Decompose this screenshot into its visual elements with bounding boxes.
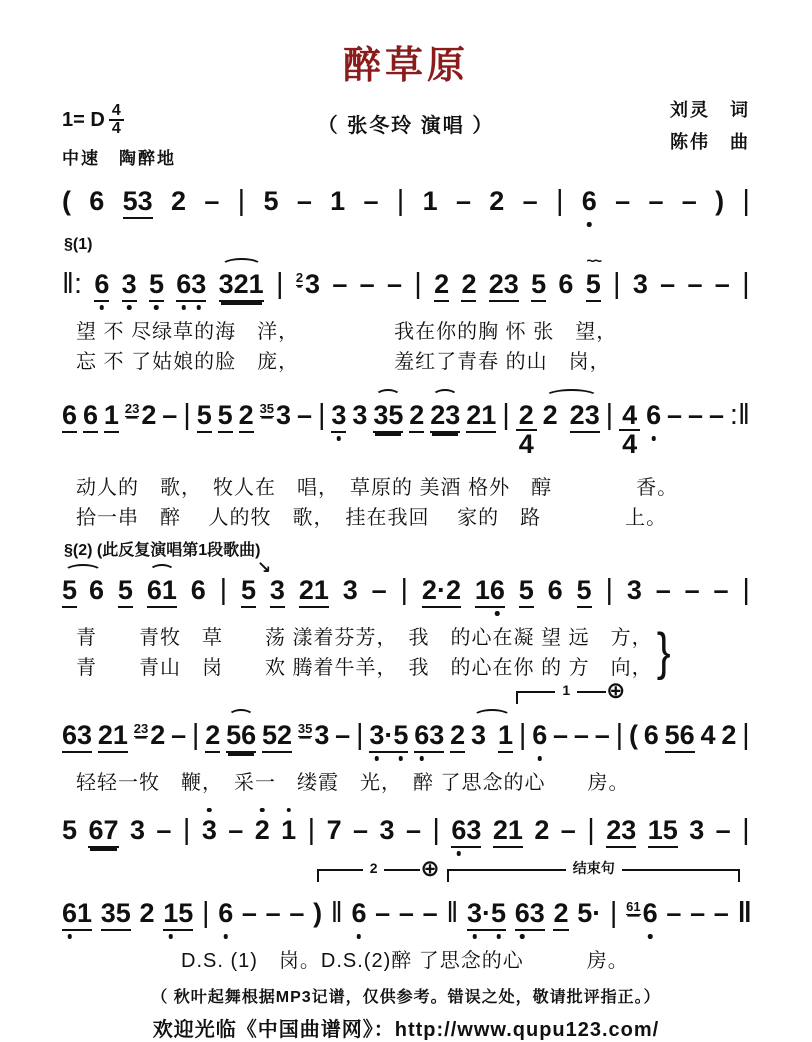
time-signature: 4 4	[109, 103, 124, 138]
note: 2	[239, 402, 254, 433]
barline: |	[414, 267, 422, 300]
dash-note: –	[375, 897, 391, 928]
note: 1	[281, 814, 297, 845]
ending-bracket	[516, 676, 626, 704]
lyrics-row: 望 不 尽绿草的海 洋， 我在你的胸 怀 张 望，	[76, 320, 618, 343]
note: $^{35}$3	[259, 399, 292, 430]
dash-note: –	[265, 897, 281, 928]
notes-row	[62, 254, 750, 317]
barline: |	[742, 267, 750, 300]
lyrics-row: 忘 不 了姑娘的脸 庞， 羞红了青春 的山 岗，	[76, 350, 611, 373]
note: 5	[218, 402, 233, 433]
barline: |	[609, 896, 618, 929]
note: 2	[409, 402, 424, 433]
note: 21	[493, 817, 523, 848]
note: 2	[205, 722, 220, 753]
lyrics-row: 青 青山 岗 欢 腾着牛羊， 我 的心在你 的 方 向，	[76, 656, 653, 679]
dash-note: –	[332, 268, 348, 299]
dash-note: –	[690, 897, 706, 928]
note: 6	[351, 897, 367, 928]
barline: |	[183, 398, 191, 431]
dash-note: –	[359, 268, 375, 299]
note: 5·	[577, 897, 602, 928]
lyrics-rows	[62, 623, 653, 683]
note: 2	[721, 719, 737, 750]
dash-note: –	[615, 185, 631, 216]
note: 56	[665, 722, 695, 753]
note: 6	[532, 719, 548, 750]
note: 63	[62, 722, 92, 753]
dash-note: –	[713, 574, 729, 605]
key-prefix: 1= D	[62, 108, 105, 131]
barline: |	[742, 184, 750, 217]
dash-note: –	[371, 574, 387, 605]
note: 15	[163, 900, 193, 931]
dash-note: –	[363, 185, 379, 216]
dash-note: –	[353, 814, 369, 845]
note: 53	[123, 188, 153, 219]
barline: |	[605, 398, 614, 431]
notes-row	[62, 557, 750, 623]
dash-note: –	[666, 897, 682, 928]
barline: |	[219, 573, 228, 606]
note: 3	[342, 574, 358, 605]
note: $^2$3	[295, 268, 321, 299]
dash-note: –	[405, 814, 421, 845]
slur-group	[470, 719, 514, 753]
barline: |	[317, 398, 326, 431]
dash-note: –	[296, 185, 312, 216]
barline: |	[518, 718, 527, 751]
note: 321	[219, 271, 264, 302]
dash-note: –	[289, 897, 305, 928]
note: 6	[547, 574, 563, 605]
note: 21	[466, 402, 496, 433]
barline: |	[432, 813, 440, 846]
dash-note: –	[594, 719, 610, 750]
note: 1	[104, 402, 119, 433]
dash-note: –	[522, 185, 538, 216]
note: 23	[430, 402, 460, 433]
note: 2	[434, 271, 449, 302]
note: 3	[470, 719, 486, 750]
note: 52	[262, 722, 292, 753]
lyrics-rows	[62, 317, 617, 377]
dash-note: –	[156, 814, 172, 845]
barline: |	[191, 718, 200, 751]
lyrics-block	[62, 623, 750, 683]
notes-row	[62, 385, 750, 473]
note: 5	[149, 271, 164, 302]
time-signature: 2 4	[516, 402, 537, 458]
dash-note: –	[241, 897, 257, 928]
note: 2	[461, 271, 476, 302]
note: 21	[98, 722, 128, 753]
note: 5 ~~	[586, 271, 601, 302]
ending-overlays	[62, 676, 750, 705]
lyrics-block	[62, 473, 750, 533]
ending-label: 2	[319, 861, 429, 875]
note: 2	[489, 185, 505, 216]
note: 2	[450, 722, 465, 753]
note: 1	[498, 722, 513, 753]
notes-row	[62, 800, 750, 863]
dash-note: –	[386, 268, 403, 299]
barline: |	[742, 573, 750, 606]
slur-group	[542, 399, 600, 433]
segno-marker: §(1)	[64, 235, 93, 253]
note: 16	[475, 577, 505, 608]
lyrics-row: 青 青牧 草 荡 漾着芬芳， 我 的心在凝 望 远 方，	[76, 626, 653, 649]
slur-group	[218, 268, 264, 302]
slur-group	[62, 574, 105, 608]
note: 35	[101, 900, 131, 931]
dash-note: –	[684, 574, 700, 605]
barline: |	[742, 718, 750, 751]
dash-note: –	[667, 399, 683, 430]
barline: |	[613, 267, 621, 300]
music-system	[62, 537, 750, 683]
note: 3	[632, 268, 648, 299]
barline: |	[356, 718, 364, 751]
ending-label: 结束句	[449, 861, 738, 875]
note: 5	[62, 814, 78, 845]
note: 67	[88, 817, 118, 848]
coda-icon: ⊕	[420, 854, 440, 881]
note: 63	[451, 817, 481, 848]
note: 6	[646, 399, 662, 430]
note: 5	[118, 577, 133, 608]
coda-icon: ⊕	[606, 676, 626, 703]
note: 63	[176, 271, 206, 302]
barline: ‖	[737, 896, 750, 929]
dash-note: –	[171, 719, 187, 750]
lyrics-rows	[62, 768, 630, 798]
dash-note: –	[660, 268, 676, 299]
lyrics-block	[62, 946, 750, 976]
note: 5	[519, 577, 534, 608]
note: 63	[414, 722, 444, 753]
barline: |	[201, 896, 210, 929]
barline: |	[307, 813, 316, 846]
note: 4	[700, 719, 716, 750]
grace-notes: 23	[133, 720, 149, 736]
lyrics-row: D.S. (1) 岗。D.S.(2)醉 了思念的心 房。	[76, 949, 629, 972]
ending-bracket	[317, 854, 440, 882]
key-signature	[62, 103, 232, 138]
barline: ‖	[330, 896, 343, 929]
barline: |	[502, 398, 510, 431]
note: 2	[553, 900, 568, 931]
note: 3	[129, 814, 145, 845]
lyrics-block	[62, 317, 750, 377]
note: 6	[190, 574, 206, 605]
paren: )	[715, 185, 725, 216]
note: 56	[226, 722, 256, 753]
dash-note: –	[687, 399, 704, 430]
grace-notes: 61	[626, 898, 641, 914]
mordent-icon: ~~	[586, 252, 600, 270]
lyrics-rows	[62, 946, 629, 976]
note: 2	[254, 814, 270, 845]
barline: |	[182, 813, 191, 846]
slur-group	[146, 574, 177, 608]
note: $^{23}$2	[133, 719, 166, 750]
slur-group	[226, 719, 257, 753]
note: 15	[648, 817, 678, 848]
header	[62, 95, 750, 169]
dash-note: –	[162, 399, 178, 430]
barline: |	[555, 184, 564, 217]
note: 2·2	[422, 577, 461, 608]
note: 23	[489, 271, 519, 302]
note: 3	[122, 271, 137, 302]
lyrics-rows	[62, 473, 678, 533]
note: 5	[577, 577, 592, 608]
note: 3·5	[369, 722, 408, 753]
note: 5	[263, 185, 279, 216]
music-system	[62, 854, 750, 976]
lyrics-row: 轻轻一牧 鞭， 采一 缕霞 光， 醉 了思念的心 房。	[76, 771, 630, 794]
note: 2	[542, 399, 558, 430]
dash-note: –	[573, 719, 589, 750]
dash-note: –	[714, 268, 730, 299]
dash-note: –	[687, 268, 703, 299]
music-system	[62, 236, 750, 377]
slide-down-icon: ↘	[256, 557, 272, 577]
barline: |	[237, 184, 246, 217]
note: 6	[581, 185, 597, 216]
ending-bracket	[447, 859, 740, 882]
note: $^{35}$3	[297, 719, 330, 750]
note: $^{23}$2	[124, 399, 157, 430]
barline: ‖	[446, 896, 459, 929]
note: 3	[352, 399, 368, 430]
barline: |	[396, 184, 405, 217]
notes-row	[62, 705, 750, 768]
note: 3	[331, 402, 346, 433]
note: 61	[147, 577, 177, 608]
segno-marker: §(2) (此反复演唱第1段歌曲)	[64, 541, 261, 559]
note: 6	[558, 268, 574, 299]
dash-note: –	[708, 399, 724, 430]
note: 35	[373, 402, 403, 433]
note: 23	[606, 817, 636, 848]
note: 63	[515, 900, 545, 931]
dash-note: –	[681, 185, 697, 216]
barline: |	[587, 813, 595, 846]
grace-notes: 35	[297, 720, 313, 736]
dash-note: –	[560, 814, 576, 845]
lyrics-row: 拾一串 醉 人的牧 歌， 挂在我回 家的 路 上。	[76, 506, 668, 529]
note: 2	[170, 185, 187, 216]
dash-note: –	[335, 719, 351, 750]
note: 6	[218, 897, 234, 928]
note: 61	[62, 900, 92, 931]
dash-note: –	[553, 719, 569, 750]
dash-note: –	[204, 185, 220, 216]
grace-notes: 35	[259, 400, 275, 416]
song-title: 醉草原	[342, 45, 469, 87]
lyrics-block	[62, 768, 750, 798]
dash-note: –	[648, 185, 664, 216]
barline: |	[400, 573, 409, 606]
footer-note: （ 秋叶起舞根据MP3记谱，仅供参考。错误之处，敬请批评指正。）	[151, 988, 661, 1006]
note: $^{61}$6	[626, 897, 658, 928]
paren: (	[628, 719, 638, 750]
note: 5	[197, 402, 212, 433]
notes-row	[62, 883, 750, 946]
paren: (	[62, 185, 71, 216]
music-system	[62, 179, 750, 234]
note: 3	[689, 814, 705, 845]
note: 5	[531, 271, 546, 302]
dash-note: –	[398, 897, 414, 928]
note: 7	[326, 814, 342, 845]
verse-brace: }	[656, 623, 671, 682]
footer-site-text: 欢迎光临《中国曲谱网》：http://www.qupu123.com/	[152, 1018, 660, 1041]
dash-note: –	[228, 814, 244, 845]
barline: |	[742, 813, 750, 846]
key-and-tempo	[62, 95, 232, 169]
note: 3	[270, 577, 285, 608]
note: 6	[89, 574, 105, 605]
note: 2	[139, 897, 155, 928]
slur-group	[373, 399, 404, 433]
note: 6	[62, 402, 77, 433]
time-signature: 4 4	[619, 402, 640, 458]
barline: ‖:	[62, 267, 83, 300]
note: 5 ↘	[241, 577, 256, 608]
dash-note: –	[713, 897, 729, 928]
barline: |	[615, 718, 624, 751]
ending-overlays	[62, 854, 750, 883]
composer-credit: 陈伟 曲	[670, 131, 750, 152]
note: 3	[626, 574, 642, 605]
ending-label: 1	[518, 683, 614, 697]
note: 5	[62, 577, 77, 608]
singer-line: （ 张冬玲 演唱 ）	[317, 115, 495, 137]
note: 3	[379, 814, 395, 845]
notes-row	[62, 179, 750, 234]
note: 21	[299, 577, 329, 608]
dash-note: –	[455, 185, 471, 216]
note: 6	[89, 185, 105, 216]
note: 6	[83, 402, 98, 433]
dash-note: –	[422, 897, 438, 928]
note: 3	[201, 814, 217, 845]
barline: |	[605, 573, 613, 606]
music-system	[62, 676, 750, 798]
dash-note: –	[655, 574, 671, 605]
note: 6	[94, 271, 109, 302]
music-system	[62, 385, 750, 533]
dash-note: –	[296, 399, 313, 430]
tempo-marking: 中速 陶醉地	[62, 148, 176, 168]
note: 2	[534, 814, 550, 845]
note: 23	[570, 402, 600, 433]
barline: :‖	[729, 398, 750, 431]
slur-group	[430, 399, 461, 433]
credits	[580, 95, 750, 158]
barline: |	[275, 267, 284, 300]
paren: )	[313, 897, 323, 928]
dash-note: –	[715, 814, 731, 845]
lyrics-row: 动人的 歌， 牧人在 唱， 草原的 美酒 格外 醇 香。	[76, 476, 679, 499]
lyricist-credit: 刘灵 词	[670, 100, 750, 120]
grace-notes: 23	[124, 400, 140, 416]
note: 3·5	[467, 900, 506, 931]
grace-notes: 2	[295, 269, 304, 285]
note: 1	[330, 185, 346, 216]
note: 1	[422, 185, 438, 216]
note: 6	[643, 719, 659, 750]
music-system	[62, 800, 750, 863]
systems	[62, 179, 750, 976]
